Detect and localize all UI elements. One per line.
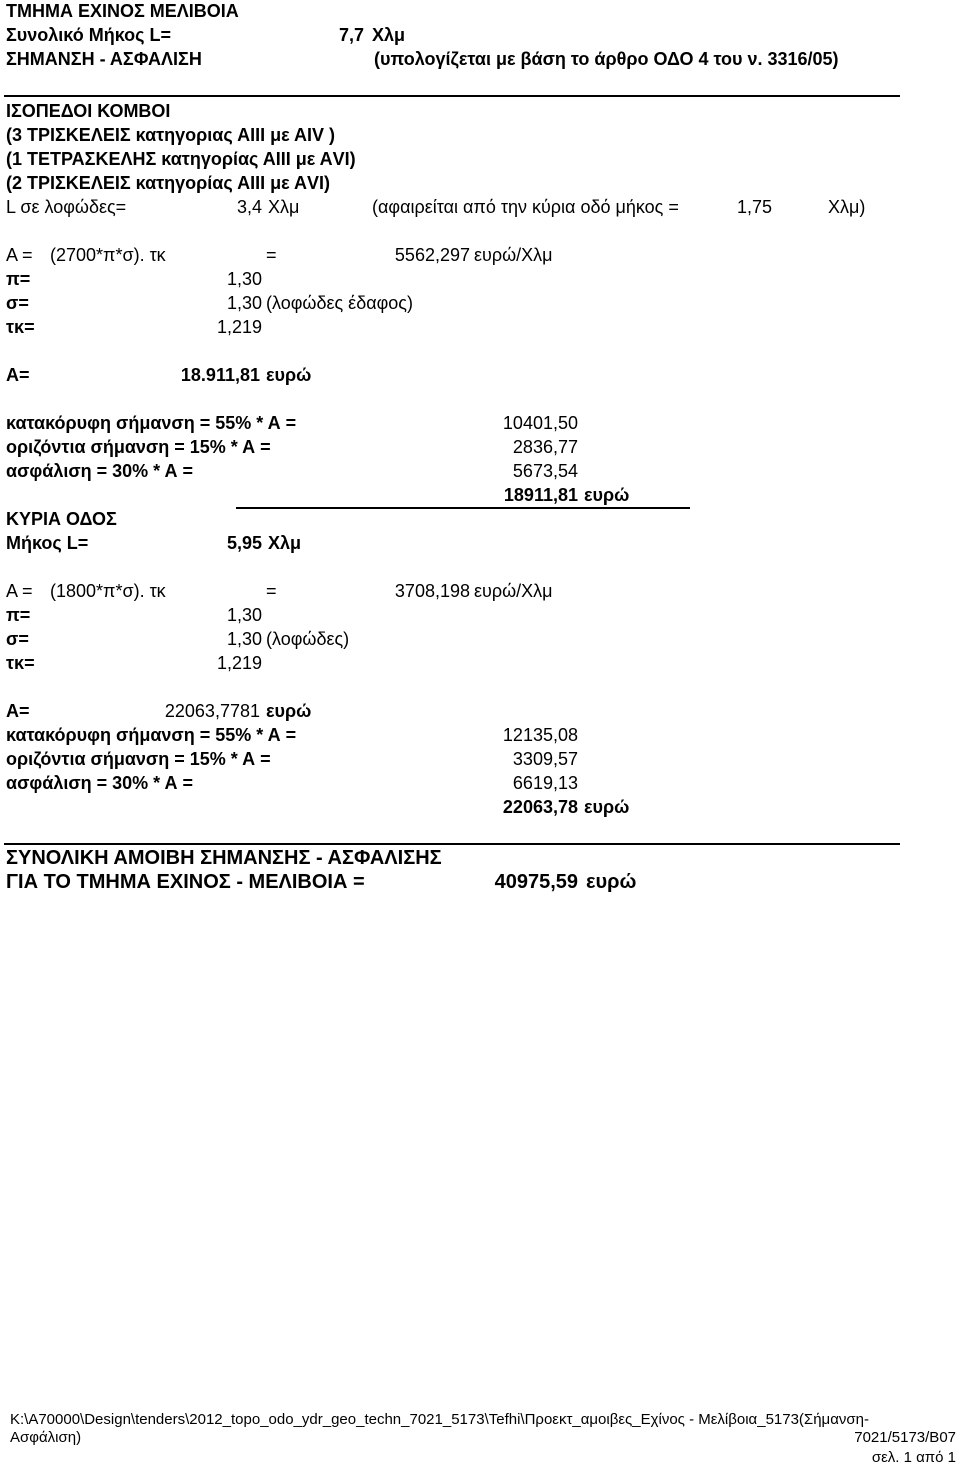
junctions-total-unit: ευρώ [584,485,630,505]
param-label: σ= [6,293,29,313]
junctions-total-value: 18911,81 [503,485,578,505]
top-rule [4,95,900,97]
document-title: ΤΜΗΜΑ ΕΧΙΝΟΣ ΜΕΛΙΒΟΙΑ [6,1,239,21]
main-road-total-value: 22063,78 [502,797,578,817]
a-label: Α= [6,365,30,385]
param-value: 1,219 [216,653,262,673]
formula-equals: = [266,245,277,265]
formula-result: 5562,297 [394,245,470,265]
main-road-length-unit: Χλμ [268,533,302,553]
main-road-total-unit: ευρώ [584,797,630,817]
deduct-note: (αφαιρείται από την κύρια οδό μήκος = [372,197,679,217]
breakdown-label: ασφάλιση = 30% * Α = [6,773,194,793]
param-label: π= [6,269,31,289]
footer-file-path: K:\A70000\Design\tenders\2012_topo_odo_ydr_geo_techn_7021_5173\Tefhi\Προεκτ_αμοιβες_Εχίνος - Μελίβοια_5173(Σήμανση- [10,1411,869,1428]
junctions-title: ΙΣΟΠΕΔΟΙ ΚΟΜΒΟΙ [6,101,171,121]
breakdown-value: 2836,77 [512,437,578,457]
main-road-length-label: Μήκος L= [6,533,89,553]
footer-document-code: 7021/5173/Β07 [854,1429,956,1446]
breakdown-label: ασφάλιση = 30% * Α = [6,461,194,481]
junction-line: (1 ΤΕΤΡΑΣΚΕΛΗΣ κατηγορίας ΑΙΙΙ με ΑVI) [6,149,356,169]
formula: (2700*π*σ). τκ [50,245,166,265]
param-value: 1,30 [226,269,262,289]
total-length-unit: Χλμ [372,25,406,45]
a-label: Α= [6,701,30,721]
param-label: τκ= [6,653,35,673]
formula-label: Α = [6,245,33,265]
param-value: 1,30 [226,629,262,649]
main-road-length-value: 5,95 [226,533,262,553]
summary-line-2: ΓΙΑ ΤΟ ΤΜΗΜΑ ΕΧΙΝΟΣ - ΜΕΛΙΒΟΙΑ = [6,871,365,893]
formula-unit: ευρώ/Χλμ [474,581,553,601]
formula-result: 3708,198 [394,581,470,601]
footer-page-number: σελ. 1 από 1 [871,1449,956,1466]
summary-total-unit: ευρώ [586,871,637,893]
breakdown-value: 10401,50 [502,413,578,433]
section-note: (υπολογίζεται με βάση το άρθρο ΟΔΟ 4 του ν. 3316/05) [374,49,839,69]
breakdown-label: οριζόντια σήμανση = 15% * Α = [6,749,271,769]
a-value: 22063,7781 [164,701,260,721]
a-value: 18.911,81 [180,365,260,385]
a-unit: ευρώ [266,701,312,721]
total-length-label: Συνολικό Μήκος L= [6,25,172,45]
param-value: 1,30 [226,605,262,625]
junction-line: (2 ΤΡΙΣΚΕΛΕΙΣ κατηγορίας ΑΙΙΙ με ΑVI) [6,173,330,193]
param-label: σ= [6,629,29,649]
breakdown-value: 3309,57 [512,749,578,769]
param-value: 1,30 [226,293,262,313]
total-length-value: 7,7 [338,25,364,45]
breakdown-label: οριζόντια σήμανση = 15% * Α = [6,437,271,457]
formula: (1800*π*σ). τκ [50,581,166,601]
formula-unit: ευρώ/Χλμ [474,245,553,265]
summary-rule [4,843,900,845]
param-value: 1,219 [216,317,262,337]
param-label: π= [6,605,31,625]
breakdown-label: κατακόρυφη σήμανση = 55% * Α = [6,725,297,745]
main-road-title: ΚΥΡΙΑ ΟΔΟΣ [6,509,117,529]
formula-label: Α = [6,581,33,601]
breakdown-label: κατακόρυφη σήμανση = 55% * Α = [6,413,297,433]
breakdown-value: 5673,54 [512,461,578,481]
breakdown-value: 12135,08 [502,725,578,745]
junction-length-value: 3,4 [236,197,262,217]
section-label: ΣΗΜΑΝΣΗ - ΑΣΦΑΛΙΣΗ [6,49,202,69]
junction-length-unit: Χλμ [268,197,300,217]
deduct-unit: Χλμ) [828,197,866,217]
param-label: τκ= [6,317,35,337]
param-note: (λοφώδες) [266,629,350,649]
deduct-value: 1,75 [736,197,772,217]
footer-file-path-cont: Ασφάλιση) [10,1429,82,1446]
formula-equals: = [266,581,277,601]
junction-line: (3 ΤΡΙΣΚΕΛΕΙΣ κατηγοριας ΑΙΙΙ με ΑΙV ) [6,125,335,145]
junctions-total-rule [236,507,690,509]
a-unit: ευρώ [266,365,312,385]
junction-length-label: L σε λοφώδες= [6,197,127,217]
summary-line-1: ΣΥΝΟΛΙΚΗ ΑΜΟΙΒΗ ΣΗΜΑΝΣΗΣ - ΑΣΦΑΛΙΣΗΣ [6,847,442,869]
summary-total-value: 40975,59 [494,871,578,893]
breakdown-value: 6619,13 [512,773,578,793]
param-note: (λοφώδες έδαφος) [266,293,413,313]
